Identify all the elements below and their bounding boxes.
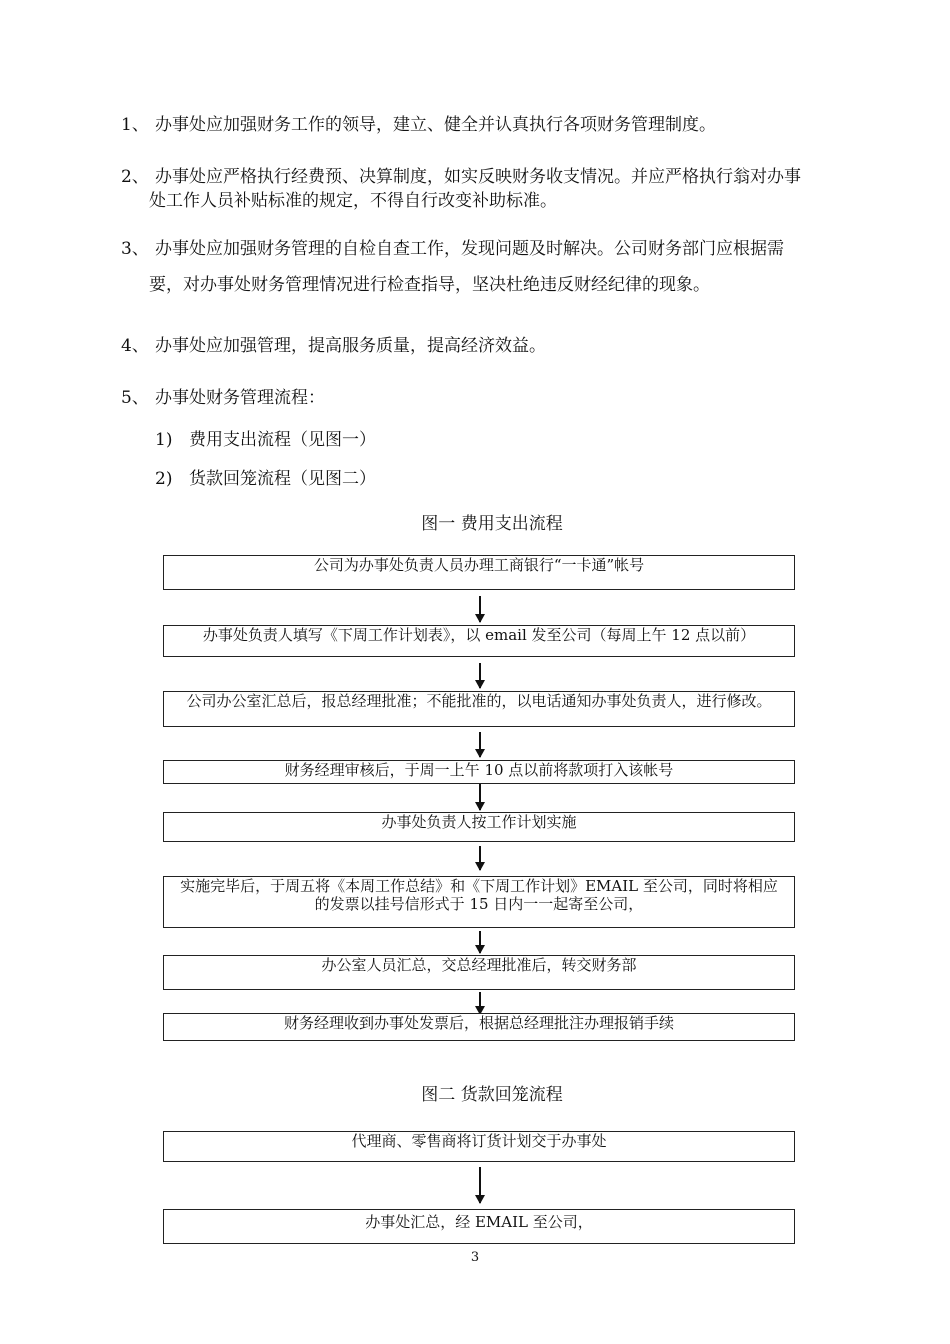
- flow-step: [163, 812, 795, 842]
- flow-step: [163, 1013, 795, 1041]
- item-number: 3、: [121, 239, 149, 259]
- flow-step-text: 公司办公室汇总后，报总经理批准；不能批准的，以电话通知办事处负责人，进行修改。: [186, 692, 772, 710]
- flow-arrow: [479, 663, 481, 688]
- item-text-line1: 办事处应加强财务管理的自检自查工作，发现问题及时解决。公司财务部门应根据需: [155, 239, 784, 259]
- flow-step-text: 财务经理收到办事处发票后，根据总经理批注办理报销手续: [283, 1014, 674, 1032]
- flow-step-text-line1: 实施完毕后，于周五将《本周工作总结》和《下周工作计划》EMAIL 至公司，同时将相应: [180, 877, 778, 895]
- item-text-line2: 处工作人员补贴标准的规定，不得自行改变补助标准。: [149, 191, 557, 211]
- flow-arrow: [479, 846, 481, 870]
- figure1-caption: 图一 费用支出流程: [421, 514, 563, 534]
- item-number: 4、: [121, 336, 149, 356]
- flow-arrow: [479, 992, 481, 1014]
- flow-step-text: 财务经理审核后，于周一上午 10 点以前将款项打入该帐号: [284, 761, 674, 779]
- flow-step: [163, 1209, 795, 1244]
- page-number: 3: [470, 1250, 480, 1265]
- flow-arrow: [479, 596, 481, 622]
- flow-arrow: [479, 931, 481, 953]
- item-text: 办事处应加强管理，提高服务质量，提高经济效益。: [155, 336, 546, 356]
- flow-step: [163, 876, 795, 928]
- flow-step-text: 办公室人员汇总，交总经理批准后，转交财务部: [321, 956, 637, 974]
- subitem-text: 费用支出流程（见图一）: [189, 430, 376, 450]
- item-number: 1、: [121, 115, 149, 135]
- subitem-text: 货款回笼流程（见图二）: [189, 469, 376, 489]
- flow-step: [163, 760, 795, 784]
- subitem-number: 2): [155, 469, 173, 489]
- item-4: [121, 334, 841, 358]
- figure2-caption: 图二 货款回笼流程: [421, 1085, 563, 1105]
- item-number: 2、: [121, 167, 149, 187]
- item-1: [121, 113, 841, 137]
- flow-step-text: 公司为办事处负责人员办理工商银行“一卡通”帐号: [313, 556, 645, 574]
- flow-arrow: [479, 784, 481, 810]
- item-3: [121, 231, 871, 303]
- flow-step: [163, 955, 795, 990]
- flow-step-text: 办事处负责人按工作计划实施: [381, 813, 577, 831]
- flow-step: [163, 555, 795, 590]
- item-text: 办事处财务管理流程：: [155, 388, 325, 408]
- flow-step-text: 办事处汇总，经 EMAIL 至公司，: [365, 1213, 593, 1231]
- subitem-number: 1): [155, 430, 173, 450]
- flow-arrow: [479, 732, 481, 757]
- item-5: [121, 386, 841, 410]
- flow-step-text: 代理商、零售商将订货计划交于办事处: [351, 1132, 607, 1150]
- flow-step: [163, 691, 795, 727]
- flow-step: [163, 625, 795, 657]
- subitem-2: [155, 467, 376, 491]
- flow-arrow: [479, 1167, 481, 1203]
- item-text: 办事处应加强财务工作的领导，建立、健全并认真执行各项财务管理制度。: [155, 115, 716, 135]
- flow-step: [163, 1131, 795, 1162]
- subitem-1: [155, 428, 376, 452]
- item-text-line1: 办事处应严格执行经费预、决算制度，如实反映财务收支情况。并应严格执行翁对办事: [155, 167, 801, 187]
- item-number: 5、: [121, 388, 149, 408]
- item-2: [121, 165, 871, 213]
- flow-step-text-line2: 的发票以挂号信形式于 15 日内一一起寄至公司，: [314, 895, 644, 913]
- item-text-line2: 要，对办事处财务管理情况进行检查指导，坚决杜绝违反财经纪律的现象。: [149, 275, 710, 295]
- flow-step-text: 办事处负责人填写《下周工作计划表》，以 email 发至公司（每周上午 12 点以前）: [202, 626, 756, 644]
